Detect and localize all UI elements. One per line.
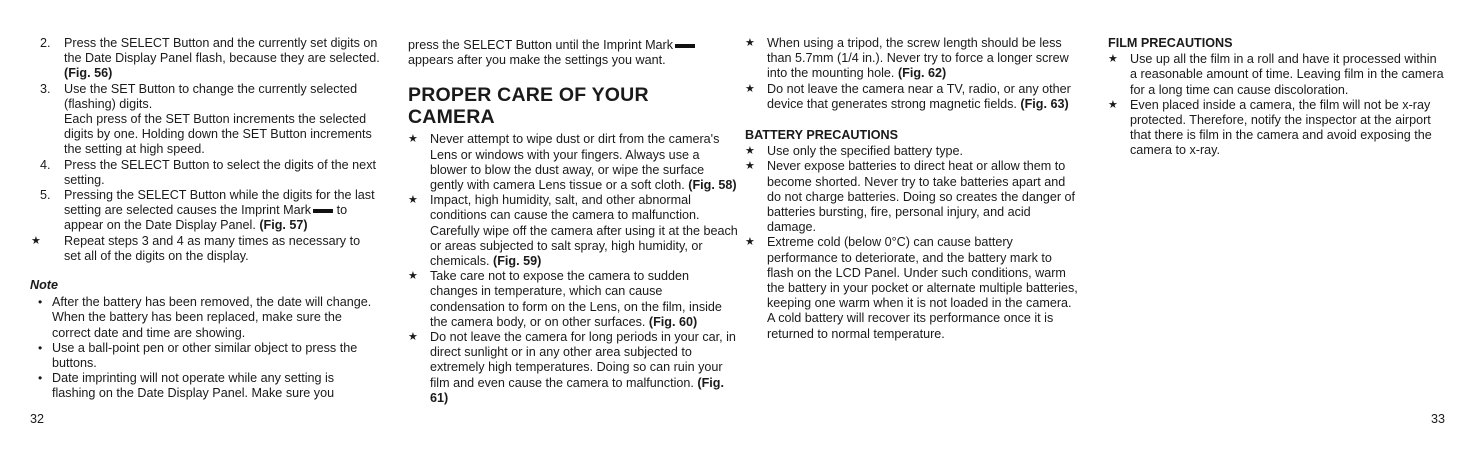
care-item — [408, 193, 738, 269]
continued-text — [408, 38, 738, 68]
section-title-battery: BATTERY PRECAUTIONS — [745, 128, 898, 143]
figure-ref: (Fig. 61) — [430, 375, 724, 405]
star-icon: ★ — [408, 194, 418, 207]
note-text: After the battery has been removed, the date will change. When the battery has been replaced, make sure the correct date and time are showing. — [52, 295, 372, 340]
star-icon: ★ — [745, 145, 755, 158]
star-icon: ★ — [408, 270, 418, 283]
star-icon: ★ — [745, 236, 755, 249]
note-item — [30, 295, 380, 341]
step-number: 2. — [40, 36, 51, 50]
care-item — [408, 132, 738, 193]
step-text: Press the SELECT Button and the currently set digits on the Date Display Panel flash, because they are selected. — [64, 36, 380, 66]
note-heading: Note — [30, 278, 58, 293]
film-item — [1108, 52, 1446, 98]
repeat-text: Repeat steps 3 and 4 as many times as necessary to set all of the digits on the display. — [64, 233, 361, 263]
page-number-right: 33 — [1431, 412, 1446, 426]
step-number: 5. — [40, 188, 51, 203]
note-item — [30, 341, 380, 371]
film-text: Use up all the film in a roll and have it processed within a reasonable amount of time. Leaving film in the camera for a long time can cause discoloration. — [1130, 52, 1444, 97]
note-text: Use a ball-point pen or other similar object to press the buttons. — [52, 340, 358, 371]
bullet-icon: • — [38, 371, 43, 386]
star-icon: ★ — [745, 37, 755, 49]
film-text: Even placed inside a camera, the film will not be x-ray protected. Therefore, notify the inspector at the airport that there is film in the camera and avoid exposing the camera to x-ray. — [1130, 97, 1432, 158]
step-3 — [30, 82, 380, 158]
step-text-continued: to appear on the Date Display Panel. — [64, 203, 348, 233]
care-text: Take care not to expose the camera to sudden changes in temperature, which can cause condensation to form on the Lens, on the film, inside the camera body, or on other surfaces. — [430, 269, 722, 329]
care-item — [408, 269, 738, 330]
step-number: 4. — [40, 157, 51, 172]
step-number: 3. — [40, 81, 51, 96]
proper-care-column — [408, 38, 738, 406]
care-text: When using a tripod, the screw length should be less than 5.7mm (1/4 in.). Never try to force a longer screw into the mounting hole. — [767, 36, 1069, 81]
star-icon: ★ — [408, 133, 418, 146]
section-title-film: FILM PRECAUTIONS — [1108, 36, 1233, 50]
figure-ref: (Fig. 62) — [897, 66, 947, 81]
left-page-column — [30, 36, 380, 402]
star-icon: ★ — [1108, 98, 1118, 111]
section-title-proper-care: PROPER CARE OF YOUR CAMERA — [408, 84, 649, 129]
step-text: Press the SELECT Button to select the digits of the next setting. — [64, 157, 376, 187]
figure-ref: (Fig. 60) — [648, 314, 698, 329]
figure-ref: (Fig. 56) — [64, 66, 113, 81]
battery-item — [745, 144, 1081, 159]
care-text: Impact, high humidity, salt, and other abnormal conditions can cause the camera to malfunction. Carefully wipe off the camera after using it at the beach or areas subjected to salt spray, high humidity, or chemicals. — [430, 193, 738, 269]
bullet-icon: • — [38, 340, 43, 355]
imprint-mark-icon — [675, 44, 695, 48]
care-item — [745, 82, 1081, 112]
step-text: Pressing the SELECT Button while the digits for the last setting are selected causes the Imprint Mark — [64, 188, 375, 218]
note-text: Date imprinting will not operate while any setting is flashing on the Date Display Panel. Make sure you — [52, 371, 335, 401]
battery-text: Use only the specified battery type. — [767, 144, 964, 159]
step-extra-text: Each press of the SET Button increments the selected digits by one. Holding down the SET Button increments the setting at high speed. — [64, 112, 372, 157]
bullet-icon: • — [38, 295, 43, 310]
step-4 — [30, 158, 380, 188]
care-text: Do not leave the camera for long periods in your car, in direct sunlight or in any other area subjected to extremely high temperatures. Doing so can ruin your film and even cause the camera to malfunction. — [430, 330, 736, 390]
repeat-instruction — [30, 234, 380, 264]
star-icon: ★ — [31, 234, 41, 247]
continued-text-b: appears after you make the settings you want. — [408, 53, 666, 68]
star-icon: ★ — [1108, 53, 1118, 66]
page-number-left: 32 — [30, 412, 45, 426]
step-text: Use the SET Button to change the currently selected (flashing) digits. — [64, 81, 358, 111]
battery-item — [745, 159, 1081, 235]
figure-ref: (Fig. 57) — [259, 218, 308, 233]
care-item — [745, 36, 1081, 82]
figure-ref: (Fig. 63) — [1020, 96, 1069, 111]
step-2 — [30, 36, 380, 82]
battery-text: Never expose batteries to direct heat or allow them to become shorted. Never try to take batteries apart and do not charge batteries. Doing so creates the danger of batteries bursting, fire, personal injury, and acid damage. — [767, 159, 1076, 235]
film-column — [1108, 36, 1446, 159]
step-5 — [30, 188, 380, 234]
star-icon: ★ — [745, 160, 755, 173]
figure-ref: (Fig. 59) — [493, 254, 542, 269]
battery-column — [745, 36, 1081, 342]
care-text: Do not leave the camera near a TV, radio, or any other device that generates strong magnetic fields. — [767, 81, 1071, 111]
star-icon: ★ — [408, 331, 418, 344]
film-item — [1108, 98, 1446, 159]
figure-ref: (Fig. 58) — [688, 178, 737, 193]
care-item — [408, 330, 738, 406]
battery-item — [745, 235, 1081, 341]
battery-text: Extreme cold (below 0°C) can cause battery performance to deteriorate, and the battery mark to flash on the LCD Panel. Under such conditions, warm the battery in your pocket or alternate multiple batteries, keeping one warm when it is not loaded in the camera. A cold battery will recover its performance once it is returned to normal temperature. — [767, 235, 1078, 341]
continued-text-a: press the SELECT Button until the Imprint Mark — [408, 38, 674, 52]
star-icon: ★ — [745, 82, 755, 95]
care-text: Never attempt to wipe dust or dirt from the camera's Lens or windows with your fingers. Always use a blower to blow the dust away, or wipe the surface gently with camera Lens tissue or a soft cloth. — [430, 132, 720, 193]
imprint-mark-icon — [313, 209, 333, 213]
note-item — [30, 371, 380, 401]
